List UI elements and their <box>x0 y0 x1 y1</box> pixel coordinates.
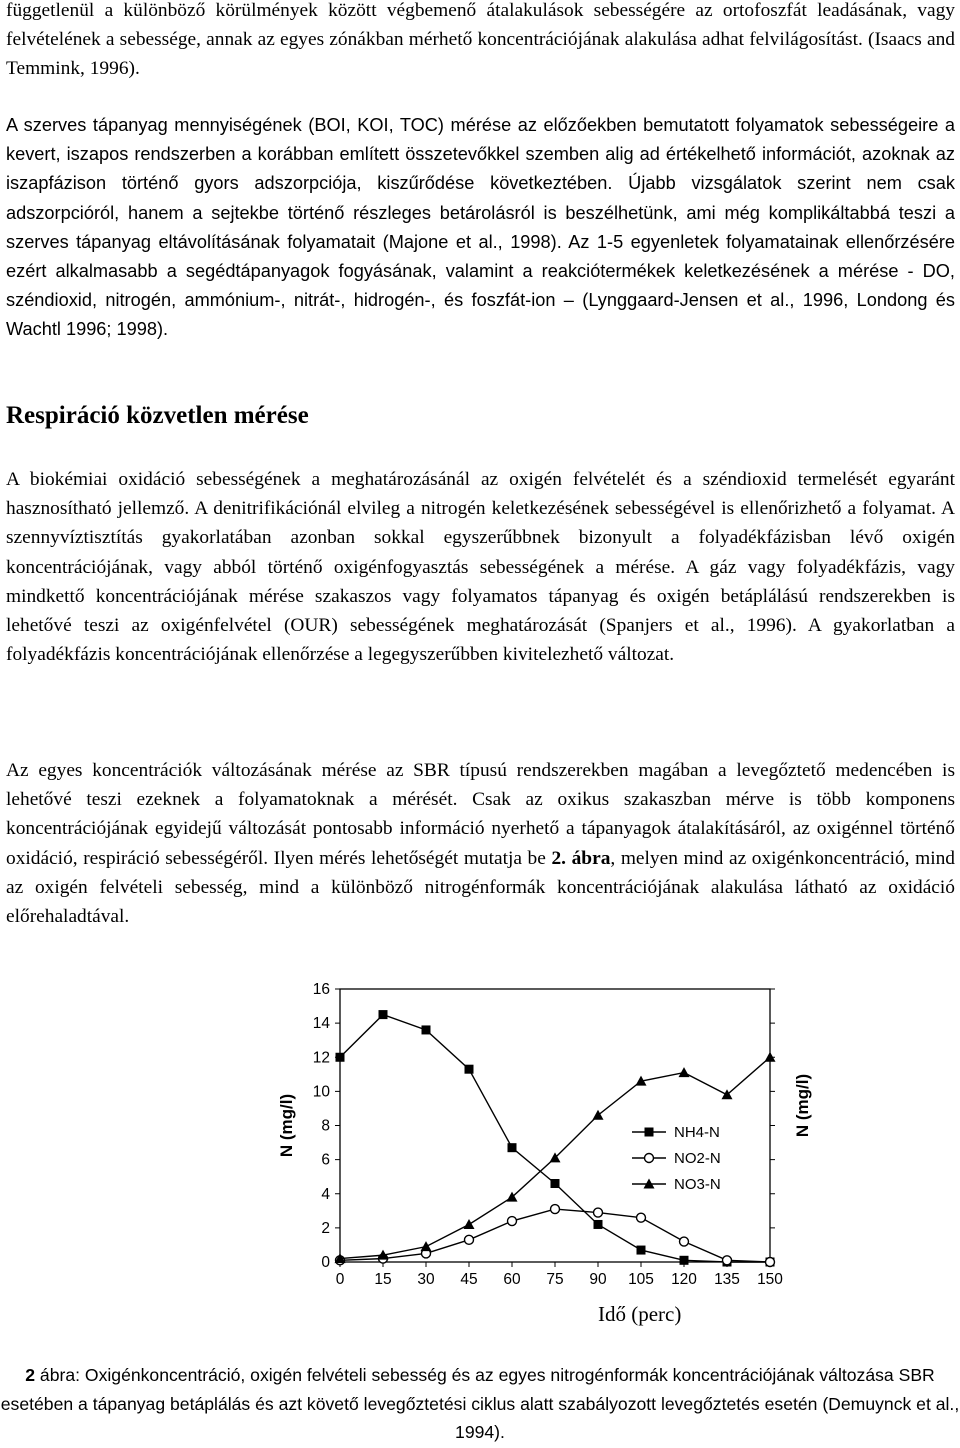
nitrogen-chart <box>260 975 850 1290</box>
y-tick-label-left: 6 <box>321 1151 330 1169</box>
section-heading: Respiráció közvetlen mérése <box>6 402 309 429</box>
data-point-no2-n <box>637 1213 646 1222</box>
paragraph-3-text: A biokémiai oxidáció sebességének a meghatározásánál az oxigén felvételét és a széndioxid termelését egyaránt hasznosítható jellemző. A denitrifikációnál elvileg a nitrogén keletkezésének sebességével is ellenőrizhető a folyamat. A szennyvíztisztítás gyakorlatában azonban sokkal egyszerűbbnek bizonyult a folyadékfázisban lévő oxigén koncentrációjának, vagy abból történő oxigénfogyasztás sebességének a mérése. A gáz vagy folyadékfázis, vagy mindkettő koncentrációjának mérése szakaszos vagy folyamatos tápanyag és oxigén betáplálású rendszerekben is lehetővé teszi az oxigénfelvétel (OUR) sebességének meghatározását (Spanjers et al., 1996). A gyakorlatban a folyadékfázis koncentrációjának ellenőrzése a legegyszerűbben kivitelezhető változat. <box>6 469 955 666</box>
data-point-no2-n <box>465 1235 474 1244</box>
data-point-nh4-n <box>465 1065 474 1074</box>
x-tick-label: 90 <box>589 1271 607 1288</box>
data-point-no2-n <box>594 1208 603 1217</box>
x-tick-label: 120 <box>671 1271 697 1288</box>
x-tick-label: 150 <box>757 1271 783 1288</box>
data-point-no2-n <box>766 1258 775 1267</box>
y-axis-label-left: N (mg/l) <box>277 1093 296 1158</box>
data-point-nh4-n <box>336 1053 345 1062</box>
data-point-no2-n <box>680 1237 689 1246</box>
paragraph-1: függetlenül a különböző körülmények között végbemenő átalakulások sebességére az ortofoszfát leadásának, vagy felvételének a sebessége, annak az egyes zónákban mérhető koncentrációjának alakulása adhat felvilágosítást. (Isaacs and Temmink, 1996). <box>6 0 955 80</box>
series-line-no2-n <box>340 1209 770 1262</box>
paragraph-4-text-a: Az egyes koncentrációk változásának mérése az SBR típusú rendszerekben magában a levegőztető medencében is lehetővé teszi ezeknek a folyamatoknak a mérését. Csak az oxikus szakaszban mérve is több komponens koncentrációjának egyidejű változását pontosabb információ nyerhető a tápanyagok átalakításáról, az oxigénnel történő oxidáció, respiráció sebességéről. Ilyen mérés lehetőségét mutatja be <box>6 760 955 869</box>
x-tick-label: 0 <box>335 1271 345 1288</box>
data-point-no3-n <box>679 1067 690 1077</box>
legend-label-no2-n: NO2-N <box>674 1150 721 1167</box>
paragraph-4 <box>6 756 955 931</box>
data-point-nh4-n <box>551 1179 560 1188</box>
x-tick-label: 105 <box>628 1271 654 1288</box>
y-tick-label-left: 4 <box>321 1185 330 1203</box>
legend-marker-nh4-n <box>645 1128 654 1137</box>
data-point-nh4-n <box>680 1256 689 1265</box>
y-tick-label-left: 2 <box>321 1219 330 1237</box>
figure-ref-number: 2. <box>551 847 567 869</box>
data-point-nh4-n <box>422 1025 431 1034</box>
y-tick-label-left: 14 <box>312 1015 330 1033</box>
chart-svg <box>260 975 850 1290</box>
caption-number: 2 <box>25 1365 36 1385</box>
legend-marker-no2-n <box>645 1154 654 1163</box>
figure-caption <box>0 1361 960 1447</box>
data-point-no2-n <box>723 1256 732 1265</box>
data-point-nh4-n <box>594 1220 603 1229</box>
x-tick-label: 60 <box>503 1271 521 1288</box>
data-point-no3-n <box>464 1219 475 1229</box>
data-point-no2-n <box>551 1205 560 1214</box>
y-tick-label-left: 10 <box>312 1083 330 1101</box>
x-tick-label: 135 <box>714 1271 740 1288</box>
data-point-no2-n <box>508 1217 517 1226</box>
figure-ref-word: ábra <box>571 847 611 869</box>
y-tick-label-left: 8 <box>321 1117 330 1135</box>
y-tick-label-left: 16 <box>312 981 330 998</box>
paragraph-2: A szerves tápanyag mennyiségének (BOI, KOI, TOC) mérése az előzőekben bemutatott folyamatok sebességeire a kevert, iszapos rendszerben a korábban említett összetevőkkel szemben alig ad értékelhető információt, azoknak az iszapfázison történő gyors adszorpciója, kiszűrődése következtében. Újabb vizsgálatok szerint nem csak adszorpcióról, hanem a sejtekbe történő részleges betárolásról is beszélhetünk, ami még komplikáltabbá teszi a szerves tápanyag eltávolításának folyamatait (Majone et al., 1998). Az 1-5 egyenletek folyamatainak ellenőrzésére ezért alkalmasabb a segédtápanyagok fogyásának, valamint a reakciótermékek keletkezésének a mérése - DO, széndioxid, nitrogén, ammónium-, nitrát-, hidrogén-, és foszfát-ion – (Lynggaard-Jensen et al., 1996, Londong és Wachtl 1996; 1998). <box>6 115 955 340</box>
x-tick-label: 45 <box>460 1271 478 1288</box>
legend-label-no3-n: NO3-N <box>674 1176 721 1193</box>
data-point-nh4-n <box>508 1143 517 1152</box>
data-point-no3-n <box>593 1110 604 1120</box>
caption-text: ábra: Oxigénkoncentráció, oxigén felvételi sebesség és az egyes nitrogénformák koncentrációjának változása SBR esetében a tápanyag betáplálás és azt követő levegőztetési ciklus alatt szabályozott levegőztetés esetén (Demuynck et al., 1994). <box>0 1365 960 1442</box>
paragraph-4-text-b: , melyen mind az oxigénkoncentráció, mind az oxigén felvételi sebesség, mind a különböző nitrogénformák koncentrációjának alakulása látható az oxidáció előrehaladtával. <box>6 847 955 928</box>
data-point-nh4-n <box>379 1010 388 1019</box>
x-tick-label: 15 <box>374 1271 392 1288</box>
y-axis-label-right: N (mg/l) <box>793 1073 812 1138</box>
paragraph-3 <box>6 465 955 669</box>
data-point-nh4-n <box>637 1246 646 1255</box>
data-point-no3-n <box>421 1241 432 1251</box>
legend-label-nh4-n: NH4-N <box>674 1124 720 1141</box>
x-axis-title: Idő (perc) <box>598 1302 682 1326</box>
x-tick-label: 75 <box>546 1271 564 1288</box>
y-tick-label-left: 12 <box>312 1049 330 1067</box>
y-tick-label-left: 0 <box>321 1254 330 1271</box>
x-tick-label: 30 <box>417 1271 435 1288</box>
